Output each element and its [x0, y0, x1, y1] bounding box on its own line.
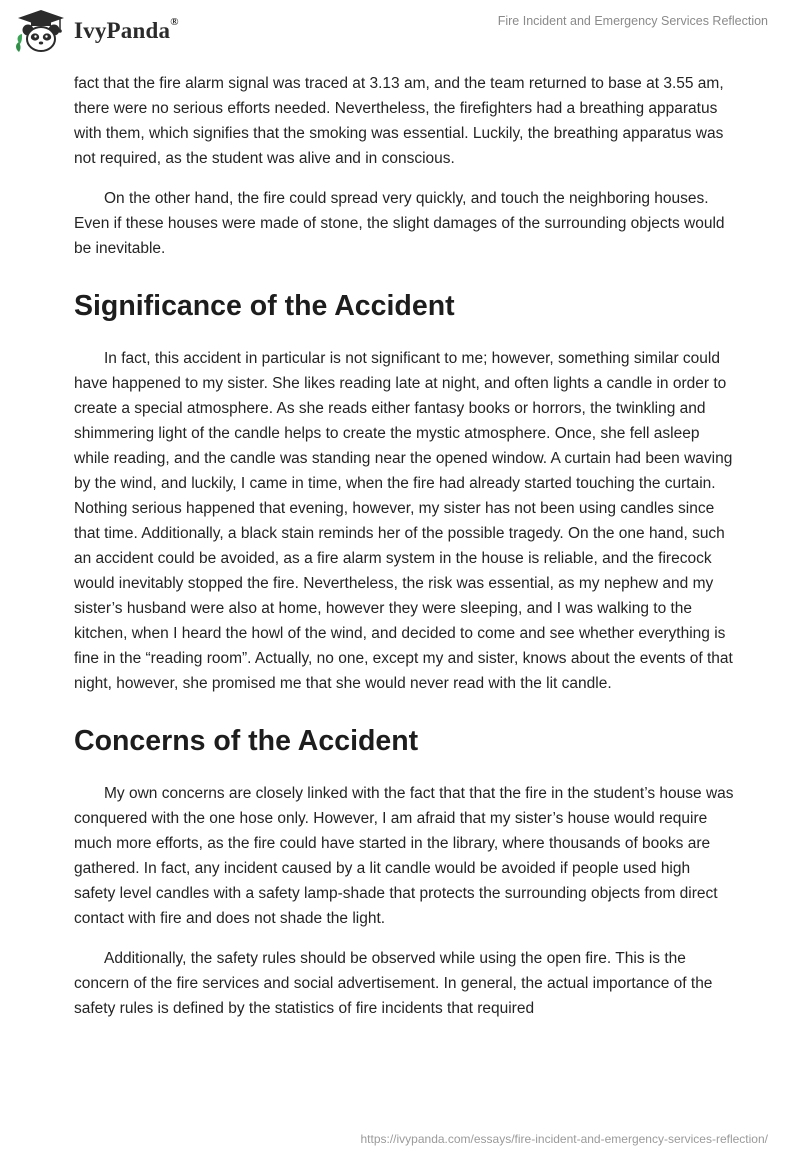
- panda-graduate-icon: [14, 8, 68, 54]
- paragraph: In fact, this accident in particular is not significant to me; however, something similar could have happened to my sister. She likes reading late at night, and often lights a candle in order to create a special atmosphere. As she reads either fantasy books or horrors, the twinkling and shimmering light of the candle helps to create the mystic atmosphere. Once, she fell asleep while reading, and the candle was standing near the opened window. A curtain had been waving by the wind, and luckily, I came in time, when the fire had already started touching the curtain. Nothing serious happened that evening, however, my sister has not been using candles since that time. Additionally, a black stain reminds her of the possible tragedy. On the one hand, such an accident could be avoided, as a fire alarm system in the house is reliable, and the firecock would inevitably stopped the fire. Nevertheless, the risk was essential, as my nephew and my sister’s husband were also at home, however they were sleeping, and I was walking to the kitchen, when I heard the howl of the wind, and decided to come and see whether everything is fine in the “reading room”. Actually, no one, except my and sister, knows about the events of that night, however, she promised me that she would never read with the lit candle.: [74, 350, 733, 692]
- paragraph: fact that the fire alarm signal was traced at 3.13 am, and the team returned to base at 3.55 am, there were no serious efforts needed. Nevertheless, the firefighters had a breathing apparatus with them, which signifies that the smoking was essential. Luckily, the breathing apparatus was not required, as the student was alive and in conscious.: [74, 75, 724, 167]
- source-url[interactable]: https://ivypanda.com/essays/fire-incident-and-emergency-services-reflection/: [360, 1132, 768, 1146]
- document-title: Fire Incident and Emergency Services Reflection: [497, 14, 768, 28]
- section-heading-concerns: Concerns of the Accident: [74, 725, 419, 757]
- registered-mark: ®: [170, 16, 179, 28]
- page-header: [0, 0, 800, 62]
- paragraph: Additionally, the safety rules should be observed while using the open fire. This is the concern of the fire services and social advertisement. In general, the actual importance of the safety rules is defined by the statistics of fire incidents that required: [74, 950, 713, 1017]
- ivypanda-logo[interactable]: [14, 8, 179, 54]
- logo-wordmark: [74, 18, 179, 44]
- paragraph: On the other hand, the fire could spread very quickly, and touch the neighboring houses. Even if these houses were made of stone, the slight damages of the surrounding objects would be inevitable.: [74, 190, 725, 257]
- essay-body: [74, 71, 734, 1036]
- paragraph: My own concerns are closely linked with the fact that that the fire in the student’s house was conquered with the one hose only. However, I am afraid that my sister’s house would require much more efforts, as the fire could have started in the library, where thousands of books are gathered. In fact, any incident caused by a lit candle would be avoided if people used high safety level candles with a safety lamp-shade that protects the surrounding objects from direct contact with fire and does not shade the light.: [74, 785, 734, 927]
- logo-name: IvyPanda: [74, 18, 171, 43]
- section-heading-significance: Significance of the Accident: [74, 290, 455, 322]
